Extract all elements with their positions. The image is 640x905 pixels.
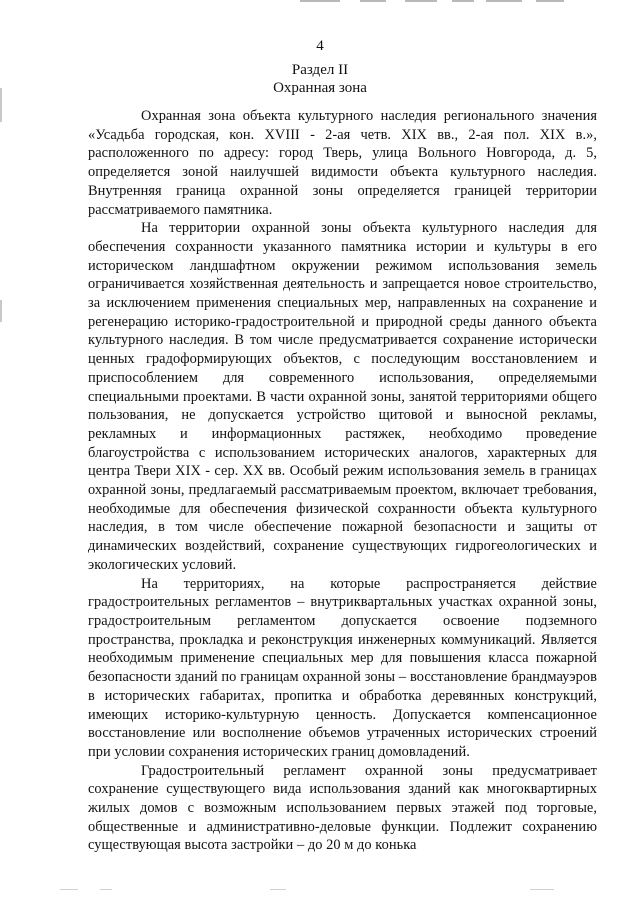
paragraph: На территории охранной зоны объекта культурного наследия для обеспечения сохранности указанного памятника истории и культуры в его историческом ландшафтном окружении режимом использования земель ограничивается хозяйственная деятельность и запрещается новое строительство, за исключением применения специальных мер, направленных на сохранение и регенерацию историко-градостроительной и природной среды данного объекта культурного наследия. В том числе предусматривается сохранение исторически ценных градоформирующих объектов, с последующим восстановлением и приспособлением для современного использования, определяемыми специальными проектами. В части охранной зоны, занятой территориями общего пользования, не допускается устройство щитовой и выносной рекламы, рекламных и информационных растяжек, необходимо проведение благоустройства с использованием исторических аналогов, характерных для центра Твери XIX - сер. XX вв. Особый режим использования земель в границах охранной зоны, предлагаемый рассматриваемым проектом, включает требования, необходимые для обеспечения физической сохранности объекта культурного наследия, в том числе обеспечение пожарной безопасности и защиты от динамических воздействий, сохранение существующих гидрогеологических и экологических условий. (88, 220, 597, 573)
paragraph: На территориях, на которые распространяется действие градостроительных регламентов – внутриквартальных участках охранной зоны, градостроительным регламентом допускается освоение подземного пространства, прокладка и реконструкция инженерных коммуникаций. Является необходимым применение специальных мер для повышения класса пожарной безопасности зданий по границам охранной зоны – восстановление брандмауэров в исторических габаритах, пропитка и обработка деревянных конструкций, имеющих историко-культурную ценность. Допускается компенсационное восстановление или восполнение объемов утраченных исторических строений при условии сохранения исторических границ домовладений. (88, 575, 597, 760)
body-text (88, 107, 597, 855)
paragraph: Охранная зона объекта культурного наследия регионального значения «Усадьба городская, кон. XVIII - 2-ая четв. XIX вв., 2-ая пол. XIX в.», расположенного по адресу: город Тверь, улица Вольного Новгорода, д. 5, определяется зоной наилучшей видимости объекта культурного наследия. Внутренняя граница охранной зоны определяется границей территории рассматриваемого памятника. (88, 108, 597, 218)
section-title: Раздел II (291, 62, 349, 78)
scan-artifact-left-edge (0, 300, 2, 322)
paragraph: Градостроительный регламент охранной зоны предусматривает сохранение существующего вида использования зданий как многоквартирных жилых домов с возможным использованием первых этажей под торговые, общественные и административно-деловые функции. Подлежит сохранению существующая высота застройки – до 20 м до конька (88, 762, 597, 854)
scan-artifact-top (0, 0, 640, 4)
page-number: 4 (316, 38, 324, 54)
section-subtitle: Охранная зона (273, 80, 367, 96)
scan-artifact-bottom (60, 889, 620, 891)
